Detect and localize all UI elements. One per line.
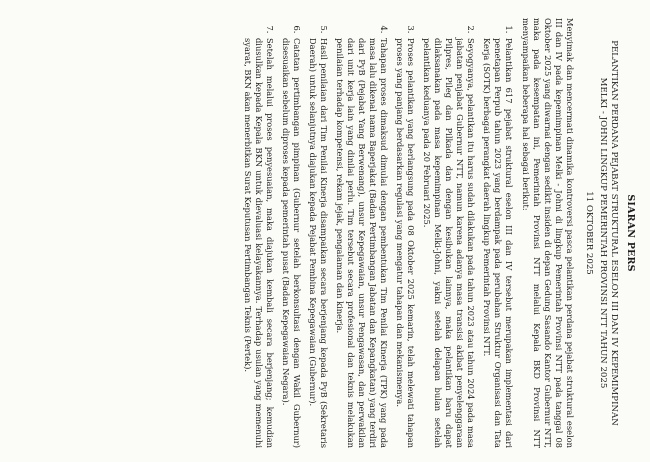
document-date: 11 OKTOBER 2025 [584, 191, 594, 275]
intro-paragraph: Menyimak dan mencermati dinamika kontroversi pasca pelantikan perdana pejabat struktural eselon III dan IV pada kepemimpinan Melki - Johni di lingkup Pemerintah Provinsi NTT pada tanggal 08 Oktober 2025 yang diwarnai dengan sedikit insiden di depan Gedung Sasando Kantor Gubernur NTT, maka pada kesempatan ini, Pemerintah Provinsi NTT melalui Kepala BKD Provinsi NTT menyampaikan beberapa hal sebagai berikut: [521, 18, 575, 448]
document-title: SIARAN PERS [625, 194, 636, 272]
list-item-2: 2. Seyogyanya, pelantikan itu harus sudah dilakukan pada tahun 2023 atau tahun 2024 pada masa jabatan penjabat Gubernur NTT, namun karena adanya masa transisi akibat penyelenggaraan Pilpres, Pileg dan Pilkada dan dengan kesibukan lainnya, maka pelantikan baru dapat dilaksanakan pada masa kepemimpinan Melki-Johni, yakni setelah delapan bulan setelah pelantikan keduanya pada 20 Februari 2025. [421, 36, 476, 448]
list-item-7: 7. Setelah melalui proses penyesuaian, maka diajukan kembali secara berjenjang; kemudian diusulkan kepada Kepala BKN untuk dievaluasi kelayakannya. Terhadap usulan yang memenuhi syarat, BKN akan menerbitkan Surat Keputusan Pertimbangan Teknis (Pertek). [242, 36, 275, 448]
document-subtitle-line-2: MELKI - JOHNI LINGKUP PEMERINTAH PROVINSI NTT TAHUN 2025 [598, 77, 608, 389]
list-item-5: 5. Hasil penilaian dari Tim Penilai Kinerja disampaikan secara berjenjang kepada PyB (Sekretaris Daerah) untuk selanjutnya diajukan kepada Pejabat Pembina Kepegawaian (Gubernur). [307, 36, 329, 448]
document-subtitle-line-1: PELANTIKAN PERDANA PEJABAT STRUKTURAL ESELON III DAN IV KEPEMIMPINAN [609, 40, 619, 426]
list-item-1: 1. Pelantikan 617 pejabat struktural eselon III dan IV tersebut merupakan implementasi dari penetapan Perpub tahun 2023 yang berdampak pada perubahan Struktur Organisasi dan Tata Kerja (SOTK) berbagai perangkat daerah lingkup Pemerintah Provinsi NTT. [481, 36, 514, 448]
list-item-3: 3. Proses pelantikan yang berlangsung pada 08 Oktober 2025 kemarin, telah melewati tahapan proses yang panjang berdasarkan regulasi yang mengatur tahapan dan mekanismenya. [394, 36, 416, 448]
list-item-4: 4. Tahapan proses dimaksud dimulai dengan pembentukan Tim Penilai Kinerja (TPK) yang pada masa lalu dikenal nama Baperjakat (Badan Pertimbangan Jabatan dan Kepangkatan) yang terdiri dari PyB (Pejabat Yang Berwenang), unsur Kepegawaian, unsur Pengawasan, dan perwakilan dari unit kerja lain yang dinilai perlu. Tim tersebut secara profesional dan teknis melakukan penilaian terhadap kompetensi, rekam jejak, pengalaman dan kinerja. [334, 36, 389, 448]
numbered-list [242, 18, 514, 448]
list-item-6: 6. Catatan pertimbangan pimpinan (Gubernur setelah berkonsultasi dengan Wakil Gubernur) disesuaikan sebelum diproses kepada pemerintah pusat (Badan Kepegawaian Negara). [280, 36, 302, 448]
